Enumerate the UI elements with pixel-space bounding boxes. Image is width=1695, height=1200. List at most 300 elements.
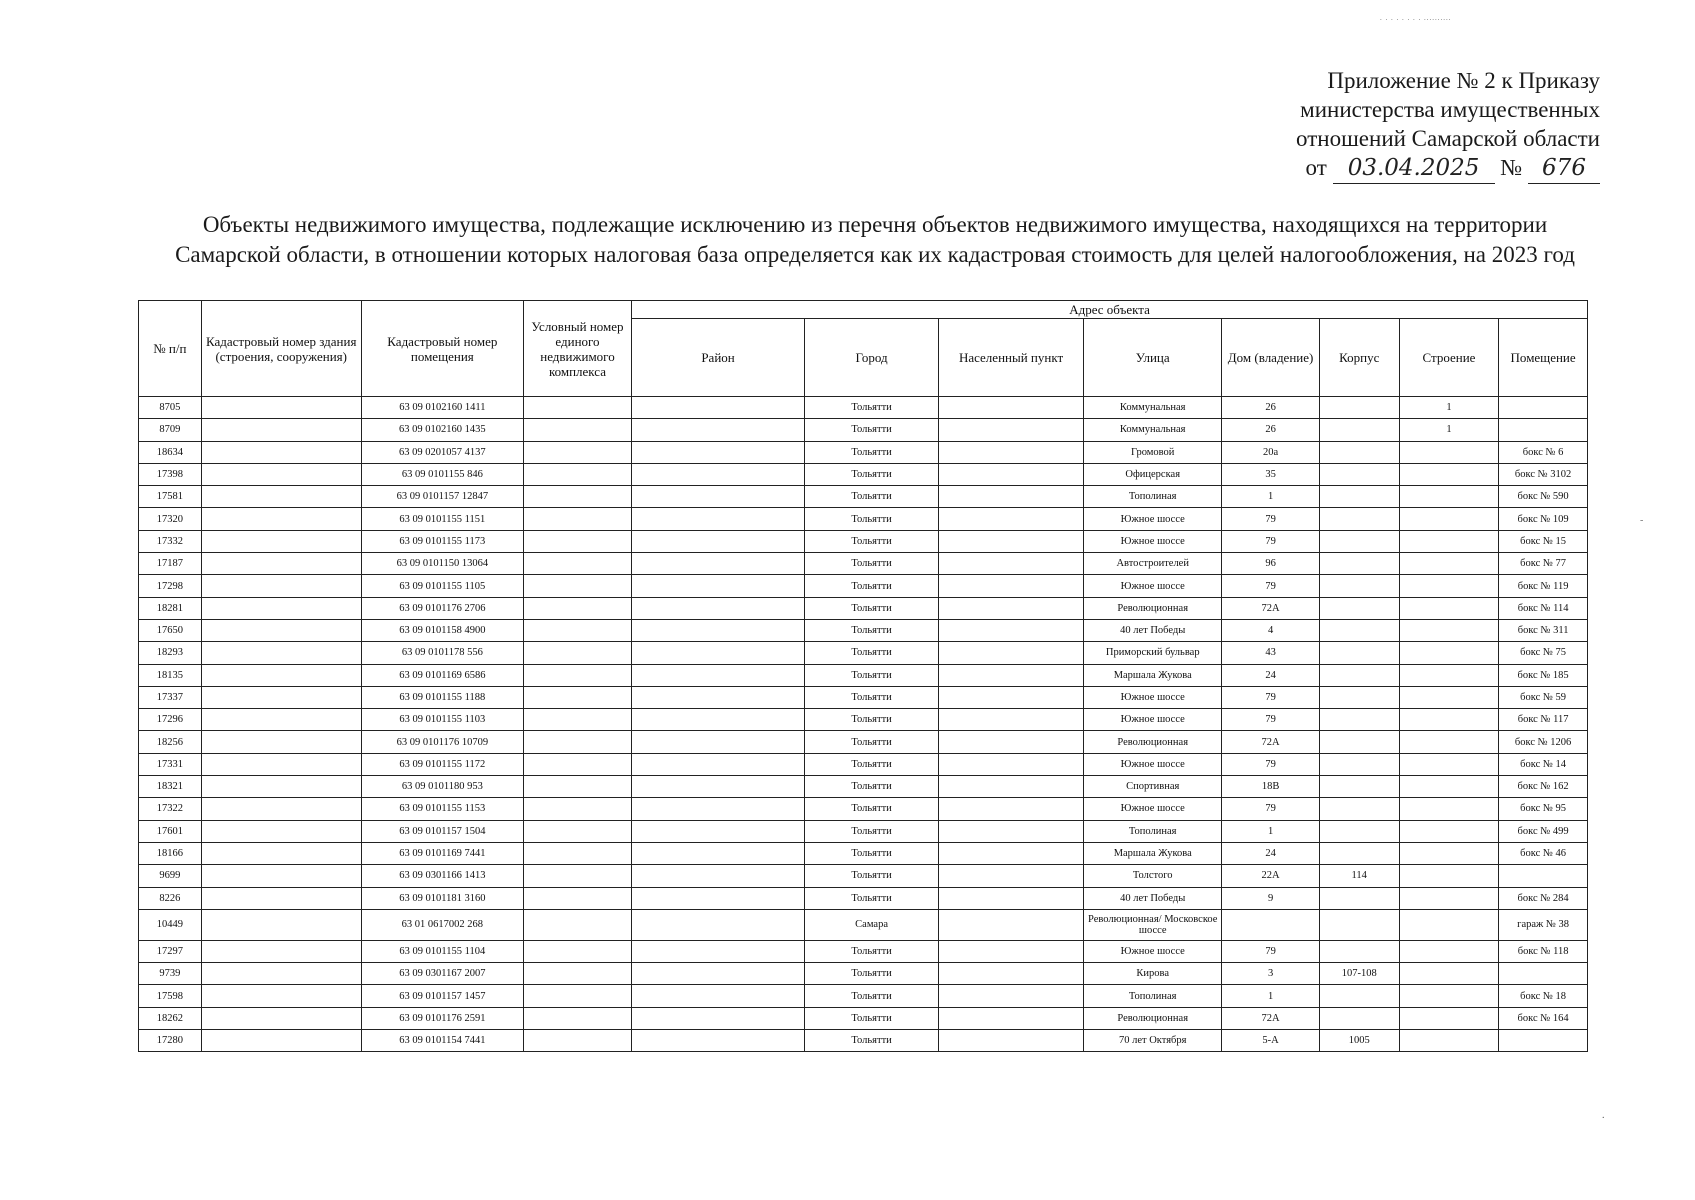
header-city: Город [805, 319, 939, 397]
cell-street: Маршала Жукова [1084, 664, 1222, 686]
cell-city: Тольятти [805, 441, 939, 463]
cell-complex [523, 642, 631, 664]
cell-district [632, 1030, 805, 1052]
cell-building [1399, 575, 1498, 597]
cell-city: Тольятти [805, 842, 939, 864]
cell-street: Коммунальная [1084, 419, 1222, 441]
cell-street: Южное шоссе [1084, 575, 1222, 597]
cell-room-cad: 63 01 0617002 268 [361, 909, 523, 940]
cell-district [632, 441, 805, 463]
cell-num: 17398 [139, 463, 202, 485]
cell-city: Тольятти [805, 397, 939, 419]
cell-num: 18256 [139, 731, 202, 753]
table-row [139, 553, 1588, 575]
cell-district [632, 865, 805, 887]
table-row [139, 909, 1588, 940]
cell-room-cad: 63 09 0101155 1103 [361, 709, 523, 731]
cell-settlement [939, 940, 1084, 962]
cell-building [1399, 486, 1498, 508]
table-row [139, 530, 1588, 552]
cell-city: Тольятти [805, 619, 939, 641]
cell-house: 96 [1222, 553, 1319, 575]
cell-room-cad: 63 09 0101155 1153 [361, 798, 523, 820]
cell-city: Тольятти [805, 865, 939, 887]
cell-building [1399, 1007, 1498, 1029]
cell-building [1399, 887, 1498, 909]
cell-room-cad: 63 09 0101157 12847 [361, 486, 523, 508]
cell-city: Тольятти [805, 985, 939, 1007]
cell-building-cad [201, 642, 361, 664]
cell-room-cad: 63 09 0101176 10709 [361, 731, 523, 753]
cell-building [1399, 731, 1498, 753]
cell-building [1399, 597, 1498, 619]
cell-room: бокс № 114 [1499, 597, 1588, 619]
table-row [139, 709, 1588, 731]
cell-street: Кирова [1084, 963, 1222, 985]
cell-street: Спортивная [1084, 776, 1222, 798]
from-label: от [1305, 155, 1327, 180]
cell-room: гараж № 38 [1499, 909, 1588, 940]
cell-street: 40 лет Победы [1084, 887, 1222, 909]
cell-num: 17322 [139, 798, 202, 820]
number-label: № [1500, 155, 1523, 180]
cell-district [632, 842, 805, 864]
cell-building-cad [201, 664, 361, 686]
cell-room-cad: 63 09 0301167 2007 [361, 963, 523, 985]
cell-num: 17331 [139, 753, 202, 775]
cell-korpus [1319, 486, 1399, 508]
scan-header-mark: . . . . . . . . .......... [1380, 14, 1452, 22]
cell-building-cad [201, 909, 361, 940]
cell-building-cad [201, 419, 361, 441]
cell-street: Автостроителей [1084, 553, 1222, 575]
cell-num: 9739 [139, 963, 202, 985]
cell-city: Тольятти [805, 1030, 939, 1052]
cell-district [632, 909, 805, 940]
cell-num: 18281 [139, 597, 202, 619]
table-row [139, 985, 1588, 1007]
cell-city: Тольятти [805, 419, 939, 441]
cell-settlement [939, 753, 1084, 775]
cell-settlement [939, 887, 1084, 909]
table-row [139, 664, 1588, 686]
table-row [139, 798, 1588, 820]
cell-num: 9699 [139, 865, 202, 887]
cell-room-cad: 63 09 0101180 953 [361, 776, 523, 798]
appendix-date-line [1296, 153, 1600, 184]
cell-district [632, 642, 805, 664]
cell-district [632, 664, 805, 686]
cell-complex [523, 842, 631, 864]
cell-street: Революционная [1084, 731, 1222, 753]
cell-building-cad [201, 865, 361, 887]
cell-korpus [1319, 419, 1399, 441]
cell-settlement [939, 865, 1084, 887]
cell-house: 5-А [1222, 1030, 1319, 1052]
cell-district [632, 686, 805, 708]
cell-room: бокс № 499 [1499, 820, 1588, 842]
cell-room: бокс № 95 [1499, 798, 1588, 820]
header-room-cad: Кадастровый номер помещения [361, 301, 523, 397]
cell-house: 26 [1222, 397, 1319, 419]
cell-settlement [939, 686, 1084, 708]
cell-street: 70 лет Октября [1084, 1030, 1222, 1052]
cell-complex [523, 619, 631, 641]
cell-building [1399, 664, 1498, 686]
cell-room [1499, 963, 1588, 985]
cell-room: бокс № 284 [1499, 887, 1588, 909]
cell-complex [523, 397, 631, 419]
cell-complex [523, 731, 631, 753]
cell-building-cad [201, 486, 361, 508]
cell-room: бокс № 162 [1499, 776, 1588, 798]
cell-street: Южное шоссе [1084, 508, 1222, 530]
cell-room: бокс № 14 [1499, 753, 1588, 775]
cell-district [632, 597, 805, 619]
cell-korpus [1319, 1007, 1399, 1029]
cell-num: 8226 [139, 887, 202, 909]
cell-complex [523, 530, 631, 552]
cell-num: 8705 [139, 397, 202, 419]
cell-num: 17337 [139, 686, 202, 708]
cell-city: Тольятти [805, 575, 939, 597]
cell-street: Толстого [1084, 865, 1222, 887]
cell-street: Маршала Жукова [1084, 842, 1222, 864]
cell-house: 18В [1222, 776, 1319, 798]
cell-complex [523, 709, 631, 731]
cell-settlement [939, 463, 1084, 485]
scan-artifact: - [1640, 515, 1644, 526]
cell-num: 8709 [139, 419, 202, 441]
cell-korpus [1319, 909, 1399, 940]
cell-settlement [939, 709, 1084, 731]
table-row [139, 1007, 1588, 1029]
table-row [139, 397, 1588, 419]
cell-house: 79 [1222, 686, 1319, 708]
cell-building: 1 [1399, 397, 1498, 419]
cell-korpus [1319, 985, 1399, 1007]
cell-district [632, 397, 805, 419]
cell-street: Революционная [1084, 1007, 1222, 1029]
cell-building-cad [201, 1007, 361, 1029]
cell-building-cad [201, 842, 361, 864]
cell-house: 72А [1222, 1007, 1319, 1029]
cell-district [632, 1007, 805, 1029]
cell-building-cad [201, 1030, 361, 1052]
cell-complex [523, 686, 631, 708]
cell-building [1399, 1030, 1498, 1052]
cell-complex [523, 553, 631, 575]
cell-house: 72А [1222, 597, 1319, 619]
cell-room: бокс № 75 [1499, 642, 1588, 664]
cell-settlement [939, 776, 1084, 798]
cell-num: 17320 [139, 508, 202, 530]
cell-room: бокс № 311 [1499, 619, 1588, 641]
cell-complex [523, 419, 631, 441]
cell-room-cad: 63 09 0101155 1172 [361, 753, 523, 775]
cell-city: Тольятти [805, 820, 939, 842]
property-table [138, 300, 1588, 1052]
cell-city: Тольятти [805, 463, 939, 485]
cell-building [1399, 463, 1498, 485]
cell-street: Тополиная [1084, 820, 1222, 842]
cell-street: Революционная [1084, 597, 1222, 619]
cell-street: Тополиная [1084, 486, 1222, 508]
handwritten-date: 03.04.2025 [1333, 154, 1495, 184]
cell-room: бокс № 1206 [1499, 731, 1588, 753]
cell-building [1399, 865, 1498, 887]
cell-settlement [939, 553, 1084, 575]
cell-building [1399, 798, 1498, 820]
handwritten-number: 676 [1528, 154, 1600, 184]
cell-district [632, 619, 805, 641]
cell-house: 20а [1222, 441, 1319, 463]
cell-building-cad [201, 441, 361, 463]
header-building: Строение [1399, 319, 1498, 397]
cell-building [1399, 530, 1498, 552]
cell-korpus [1319, 820, 1399, 842]
cell-district [632, 419, 805, 441]
cell-room-cad: 63 09 0101158 4900 [361, 619, 523, 641]
header-settlement: Населенный пункт [939, 319, 1084, 397]
cell-district [632, 486, 805, 508]
cell-settlement [939, 731, 1084, 753]
cell-korpus [1319, 575, 1399, 597]
cell-room-cad: 63 09 0101155 1105 [361, 575, 523, 597]
cell-settlement [939, 1007, 1084, 1029]
table-row [139, 619, 1588, 641]
cell-building [1399, 940, 1498, 962]
cell-room-cad: 63 09 0101150 13064 [361, 553, 523, 575]
cell-room [1499, 419, 1588, 441]
cell-num: 18321 [139, 776, 202, 798]
cell-korpus [1319, 731, 1399, 753]
cell-house: 26 [1222, 419, 1319, 441]
cell-num: 17601 [139, 820, 202, 842]
table-row [139, 486, 1588, 508]
cell-korpus [1319, 441, 1399, 463]
cell-room-cad: 63 09 0102160 1435 [361, 419, 523, 441]
cell-building [1399, 553, 1498, 575]
cell-korpus [1319, 940, 1399, 962]
cell-room-cad: 63 09 0101178 556 [361, 642, 523, 664]
cell-room: бокс № 590 [1499, 486, 1588, 508]
cell-district [632, 530, 805, 552]
cell-building-cad [201, 887, 361, 909]
cell-room [1499, 397, 1588, 419]
cell-korpus [1319, 619, 1399, 641]
cell-room [1499, 1030, 1588, 1052]
cell-room-cad: 63 09 0101155 1188 [361, 686, 523, 708]
appendix-line-2: министерства имущественных [1300, 97, 1600, 122]
cell-city: Тольятти [805, 776, 939, 798]
cell-building-cad [201, 397, 361, 419]
cell-house: 79 [1222, 530, 1319, 552]
cell-room-cad: 63 09 0101155 1104 [361, 940, 523, 962]
cell-complex [523, 486, 631, 508]
header-complex: Условный номер единого недвижимого комплекса [523, 301, 631, 397]
cell-korpus [1319, 642, 1399, 664]
scan-artifact: . [1602, 1110, 1605, 1121]
header-building-cad: Кадастровый номер здания (строения, сооружения) [201, 301, 361, 397]
cell-complex [523, 1030, 631, 1052]
cell-num: 17298 [139, 575, 202, 597]
cell-room: бокс № 185 [1499, 664, 1588, 686]
cell-room: бокс № 6 [1499, 441, 1588, 463]
cell-room: бокс № 118 [1499, 940, 1588, 962]
cell-building [1399, 985, 1498, 1007]
cell-building-cad [201, 597, 361, 619]
header-house: Дом (владение) [1222, 319, 1319, 397]
cell-building [1399, 842, 1498, 864]
cell-district [632, 553, 805, 575]
cell-korpus [1319, 887, 1399, 909]
table-row [139, 776, 1588, 798]
cell-district [632, 887, 805, 909]
cell-complex [523, 664, 631, 686]
cell-district [632, 753, 805, 775]
table-row [139, 865, 1588, 887]
cell-city: Тольятти [805, 642, 939, 664]
header-room: Помещение [1499, 319, 1588, 397]
cell-building: 1 [1399, 419, 1498, 441]
cell-num: 18166 [139, 842, 202, 864]
cell-korpus [1319, 463, 1399, 485]
cell-room-cad: 63 09 0101157 1504 [361, 820, 523, 842]
cell-district [632, 575, 805, 597]
cell-house: 43 [1222, 642, 1319, 664]
cell-house: 79 [1222, 508, 1319, 530]
cell-room-cad: 63 09 0101155 1173 [361, 530, 523, 552]
cell-district [632, 508, 805, 530]
cell-settlement [939, 798, 1084, 820]
cell-district [632, 798, 805, 820]
cell-street: Громовой [1084, 441, 1222, 463]
cell-building-cad [201, 508, 361, 530]
cell-house: 4 [1222, 619, 1319, 641]
cell-room-cad: 63 09 0101157 1457 [361, 985, 523, 1007]
cell-num: 17581 [139, 486, 202, 508]
cell-korpus: 1005 [1319, 1030, 1399, 1052]
cell-street: Революционная/ Московское шоссе [1084, 909, 1222, 940]
header-korpus: Корпус [1319, 319, 1399, 397]
cell-settlement [939, 508, 1084, 530]
cell-house: 22А [1222, 865, 1319, 887]
cell-building [1399, 709, 1498, 731]
cell-korpus [1319, 842, 1399, 864]
cell-room: бокс № 3102 [1499, 463, 1588, 485]
cell-num: 17650 [139, 619, 202, 641]
cell-settlement [939, 1030, 1084, 1052]
cell-building [1399, 909, 1498, 940]
appendix-line-1: Приложение № 2 к Приказу [1327, 68, 1600, 93]
table-row [139, 419, 1588, 441]
cell-district [632, 709, 805, 731]
cell-street: Южное шоссе [1084, 753, 1222, 775]
cell-complex [523, 597, 631, 619]
cell-korpus [1319, 553, 1399, 575]
cell-num: 17297 [139, 940, 202, 962]
cell-city: Тольятти [805, 553, 939, 575]
cell-building-cad [201, 963, 361, 985]
cell-korpus: 114 [1319, 865, 1399, 887]
cell-room: бокс № 117 [1499, 709, 1588, 731]
cell-complex [523, 963, 631, 985]
cell-building [1399, 642, 1498, 664]
cell-complex [523, 508, 631, 530]
cell-room-cad: 63 09 0101169 7441 [361, 842, 523, 864]
cell-building-cad [201, 798, 361, 820]
table-row [139, 963, 1588, 985]
cell-settlement [939, 842, 1084, 864]
cell-house: 35 [1222, 463, 1319, 485]
cell-city: Тольятти [805, 963, 939, 985]
cell-settlement [939, 820, 1084, 842]
property-table-container [138, 300, 1588, 1052]
cell-settlement [939, 486, 1084, 508]
cell-korpus [1319, 597, 1399, 619]
cell-num: 18293 [139, 642, 202, 664]
cell-street: Южное шоссе [1084, 686, 1222, 708]
cell-building-cad [201, 940, 361, 962]
cell-room-cad: 63 09 0101155 1151 [361, 508, 523, 530]
cell-korpus: 107-108 [1319, 963, 1399, 985]
appendix-line-3: отношений Самарской области [1296, 126, 1600, 151]
cell-num: 18634 [139, 441, 202, 463]
cell-building [1399, 820, 1498, 842]
cell-street: Офицерская [1084, 463, 1222, 485]
cell-room-cad: 63 09 0101176 2591 [361, 1007, 523, 1029]
cell-building-cad [201, 575, 361, 597]
cell-room: бокс № 164 [1499, 1007, 1588, 1029]
cell-street: Тополиная [1084, 985, 1222, 1007]
appendix-block [1296, 66, 1600, 184]
cell-settlement [939, 963, 1084, 985]
cell-district [632, 731, 805, 753]
cell-num: 17296 [139, 709, 202, 731]
cell-city: Тольятти [805, 1007, 939, 1029]
table-row [139, 686, 1588, 708]
table-row [139, 463, 1588, 485]
cell-street: Южное шоссе [1084, 530, 1222, 552]
cell-city: Тольятти [805, 508, 939, 530]
cell-city: Тольятти [805, 940, 939, 962]
cell-complex [523, 463, 631, 485]
cell-city: Тольятти [805, 753, 939, 775]
cell-building-cad [201, 463, 361, 485]
cell-building [1399, 508, 1498, 530]
cell-num: 17280 [139, 1030, 202, 1052]
cell-district [632, 776, 805, 798]
cell-district [632, 820, 805, 842]
header-street: Улица [1084, 319, 1222, 397]
cell-house: 1 [1222, 820, 1319, 842]
cell-house [1222, 909, 1319, 940]
cell-house: 79 [1222, 709, 1319, 731]
cell-complex [523, 441, 631, 463]
cell-district [632, 963, 805, 985]
table-row [139, 642, 1588, 664]
cell-num: 17187 [139, 553, 202, 575]
cell-city: Тольятти [805, 798, 939, 820]
cell-street: Приморский бульвар [1084, 642, 1222, 664]
cell-complex [523, 1007, 631, 1029]
cell-room-cad: 63 09 0201057 4137 [361, 441, 523, 463]
cell-building-cad [201, 530, 361, 552]
cell-building [1399, 753, 1498, 775]
cell-korpus [1319, 709, 1399, 731]
cell-settlement [939, 642, 1084, 664]
